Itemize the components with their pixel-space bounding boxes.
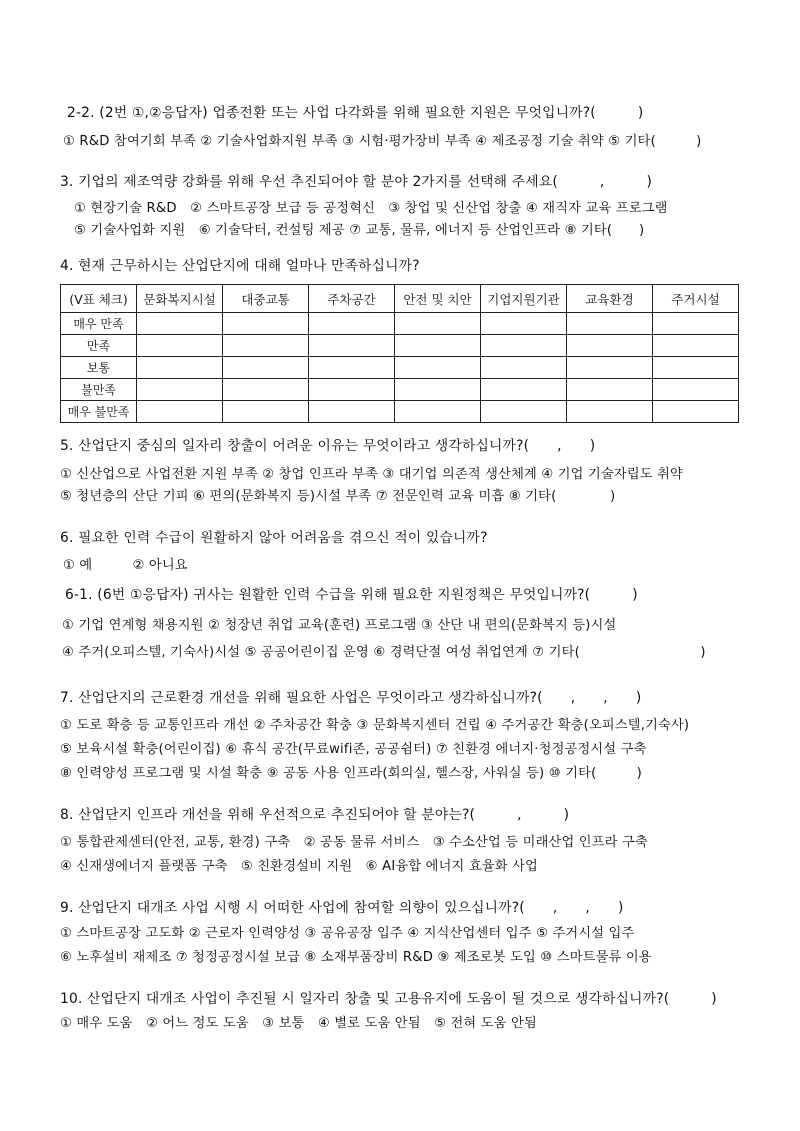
check-cell[interactable] bbox=[223, 313, 309, 335]
question-5-options-line2: ⑤ 청년층의 산단 기피 ⑥ 편의(문화복지 등)시설 부족 ⑦ 전문인력 교육 미흡 ⑧ 기타( ) bbox=[60, 489, 616, 504]
question-4-title: 4. 현재 근무하시는 산업단지에 대해 얼마나 만족하십니까? bbox=[60, 258, 420, 274]
header-public-transport: 대중교통 bbox=[223, 285, 309, 313]
check-cell[interactable] bbox=[223, 379, 309, 401]
question-5-title: 5. 산업단지 중심의 일자리 창출이 어려운 이유는 무엇이라고 생각하십니까?( , ) bbox=[60, 438, 596, 454]
question-6-1-title: 6-1. (6번 ①응답자) 귀사는 원활한 인력 수급을 위해 필요한 지원정책은 무엇입니까?( ) bbox=[65, 587, 638, 603]
check-cell[interactable] bbox=[395, 335, 481, 357]
question-8-options-line2: ④ 신재생에너지 플랫폼 구축 ⑤ 친환경설비 지원 ⑥ AI융합 에너지 효율화 사업 bbox=[60, 859, 538, 874]
question-9-options-line2: ⑥ 노후설비 재제조 ⑦ 청정공정시설 보급 ⑧ 소재부품장비 R&D ⑨ 제조로봇 도입 ⑩ 스마트물류 이용 bbox=[60, 950, 652, 965]
check-cell[interactable] bbox=[137, 335, 223, 357]
table-row bbox=[61, 379, 739, 401]
check-cell[interactable] bbox=[309, 401, 395, 423]
row-label-very-dissatisfied: 매우 불만족 bbox=[61, 401, 137, 423]
question-9-title: 9. 산업단지 대개조 사업 시행 시 어떠한 사업에 참여할 의향이 있으십니까?( , , ) bbox=[60, 900, 624, 916]
check-cell[interactable] bbox=[567, 401, 653, 423]
check-cell[interactable] bbox=[137, 313, 223, 335]
check-cell[interactable] bbox=[481, 379, 567, 401]
question-3-options-line1: ① 현장기술 R&D ② 스마트공장 보급 등 공정혁신 ③ 창업 및 신산업 창출 ④ 재직자 교육 프로그램 bbox=[74, 201, 668, 216]
check-cell[interactable] bbox=[653, 335, 739, 357]
check-cell[interactable] bbox=[653, 313, 739, 335]
question-6-options: ① 예 ② 아니요 bbox=[63, 558, 188, 573]
check-cell[interactable] bbox=[137, 401, 223, 423]
row-label-satisfied: 만족 bbox=[61, 335, 137, 357]
question-3-title: 3. 기업의 제조역량 강화를 위해 우선 추진되어야 할 분야 2가지를 선택해 주세요( , ) bbox=[60, 174, 653, 190]
question-6-1-options-line2: ④ 주거(오피스텔, 기숙사)시설 ⑤ 공공어린이집 운영 ⑥ 경력단절 여성 취업연계 ⑦ 기타( ) bbox=[62, 645, 706, 660]
check-cell[interactable] bbox=[309, 357, 395, 379]
question-7-options-line3: ⑧ 인력양성 프로그램 및 시설 확충 ⑨ 공동 사용 인프라(회의실, 헬스장, 사워실 등) ⑩ 기타( ) bbox=[60, 766, 642, 781]
check-cell[interactable] bbox=[567, 357, 653, 379]
check-cell[interactable] bbox=[309, 379, 395, 401]
check-cell[interactable] bbox=[223, 357, 309, 379]
header-check-column: (V표 체크) bbox=[61, 285, 137, 313]
row-label-neutral: 보통 bbox=[61, 357, 137, 379]
header-parking: 주차공간 bbox=[309, 285, 395, 313]
table-row bbox=[61, 335, 739, 357]
header-education: 교육환경 bbox=[567, 285, 653, 313]
question-8-options-line1: ① 통합관제센터(안전, 교통, 환경) 구축 ② 공동 물류 서비스 ③ 수소산업 등 미래산업 인프라 구축 bbox=[60, 835, 648, 850]
question-2-2-options: ① R&D 참여기회 부족 ② 기술사업화지원 부족 ③ 시험·평가장비 부족 ④ 제조공정 기술 취약 ⑤ 기타( ) bbox=[63, 134, 702, 149]
check-cell[interactable] bbox=[223, 401, 309, 423]
check-cell[interactable] bbox=[567, 335, 653, 357]
question-3-options-line2: ⑤ 기술사업화 지원 ⑥ 기술닥터, 컨설팅 제공 ⑦ 교통, 물류, 에너지 등 산업인프라 ⑧ 기타( ) bbox=[74, 223, 645, 238]
question-7-options-line2: ⑤ 보육시설 확충(어린이집) ⑥ 휴식 공간(무료wifi존, 공공쉼터) ⑦ 친환경 에너지·청정공정시설 구축 bbox=[60, 742, 647, 757]
question-8-title: 8. 산업단지 인프라 개선을 위해 우선적으로 추진되어야 할 분야는?( , ) bbox=[60, 807, 570, 823]
question-7-options-line1: ① 도로 확충 등 교통인프라 개선 ② 주차공간 확충 ③ 문화복지센터 건립 ④ 주거공간 확충(오피스텔,기숙사) bbox=[60, 718, 690, 733]
table-row bbox=[61, 313, 739, 335]
question-2-2-title: 2-2. (2번 ①,②응답자) 업종전환 또는 사업 다각화를 위해 필요한 지원은 무엇입니까?( ) bbox=[67, 105, 644, 121]
check-cell[interactable] bbox=[137, 357, 223, 379]
check-cell[interactable] bbox=[395, 379, 481, 401]
check-cell[interactable] bbox=[567, 379, 653, 401]
row-label-dissatisfied: 불만족 bbox=[61, 379, 137, 401]
check-cell[interactable] bbox=[653, 357, 739, 379]
question-6-1-options-line1: ① 기업 연계형 채용지원 ② 청장년 취업 교육(훈련) 프로그램 ③ 산단 내 편의(문화복지 등)시설 bbox=[62, 618, 617, 633]
check-cell[interactable] bbox=[481, 335, 567, 357]
header-culture-welfare: 문화복지시설 bbox=[137, 285, 223, 313]
check-cell[interactable] bbox=[653, 379, 739, 401]
row-label-very-satisfied: 매우 만족 bbox=[61, 313, 137, 335]
check-cell[interactable] bbox=[223, 335, 309, 357]
check-cell[interactable] bbox=[309, 313, 395, 335]
question-5-options-line1: ① 신산업으로 사업전환 지원 부족 ② 창업 인프라 부족 ③ 대기업 의존적 생산체계 ④ 기업 기술자립도 취약 bbox=[60, 467, 683, 482]
check-cell[interactable] bbox=[395, 401, 481, 423]
check-cell[interactable] bbox=[481, 357, 567, 379]
table-row bbox=[61, 357, 739, 379]
check-cell[interactable] bbox=[567, 313, 653, 335]
header-housing: 주거시설 bbox=[653, 285, 739, 313]
table-row bbox=[61, 401, 739, 423]
question-10-options: ① 매우 도움 ② 어느 정도 도움 ③ 보통 ④ 별로 도움 안됨 ⑤ 전혀 도움 안됨 bbox=[60, 1016, 537, 1031]
check-cell[interactable] bbox=[395, 357, 481, 379]
question-6-title: 6. 필요한 인력 수급이 원활하지 않아 어려움을 겪으신 적이 있습니까? bbox=[60, 530, 488, 546]
header-safety: 안전 및 치안 bbox=[395, 285, 481, 313]
check-cell[interactable] bbox=[137, 379, 223, 401]
satisfaction-table-header-row bbox=[61, 285, 739, 313]
header-business-support: 기업지원기관 bbox=[481, 285, 567, 313]
check-cell[interactable] bbox=[481, 313, 567, 335]
question-7-title: 7. 산업단지의 근로환경 개선을 위해 필요한 사업은 무엇이라고 생각하십니까?( , , ) bbox=[60, 690, 642, 706]
question-9-options-line1: ① 스마트공장 고도화 ② 근로자 인력양성 ③ 공유공장 입주 ④ 지식산업센터 입주 ⑤ 주거시설 입주 bbox=[60, 926, 635, 941]
satisfaction-table bbox=[60, 284, 739, 423]
check-cell[interactable] bbox=[481, 401, 567, 423]
question-10-title: 10. 산업단지 대개조 사업이 추진될 시 일자리 창출 및 고용유지에 도움이 될 것으로 생각하십니까?( ) bbox=[60, 991, 717, 1007]
check-cell[interactable] bbox=[395, 313, 481, 335]
check-cell[interactable] bbox=[309, 335, 395, 357]
check-cell[interactable] bbox=[653, 401, 739, 423]
